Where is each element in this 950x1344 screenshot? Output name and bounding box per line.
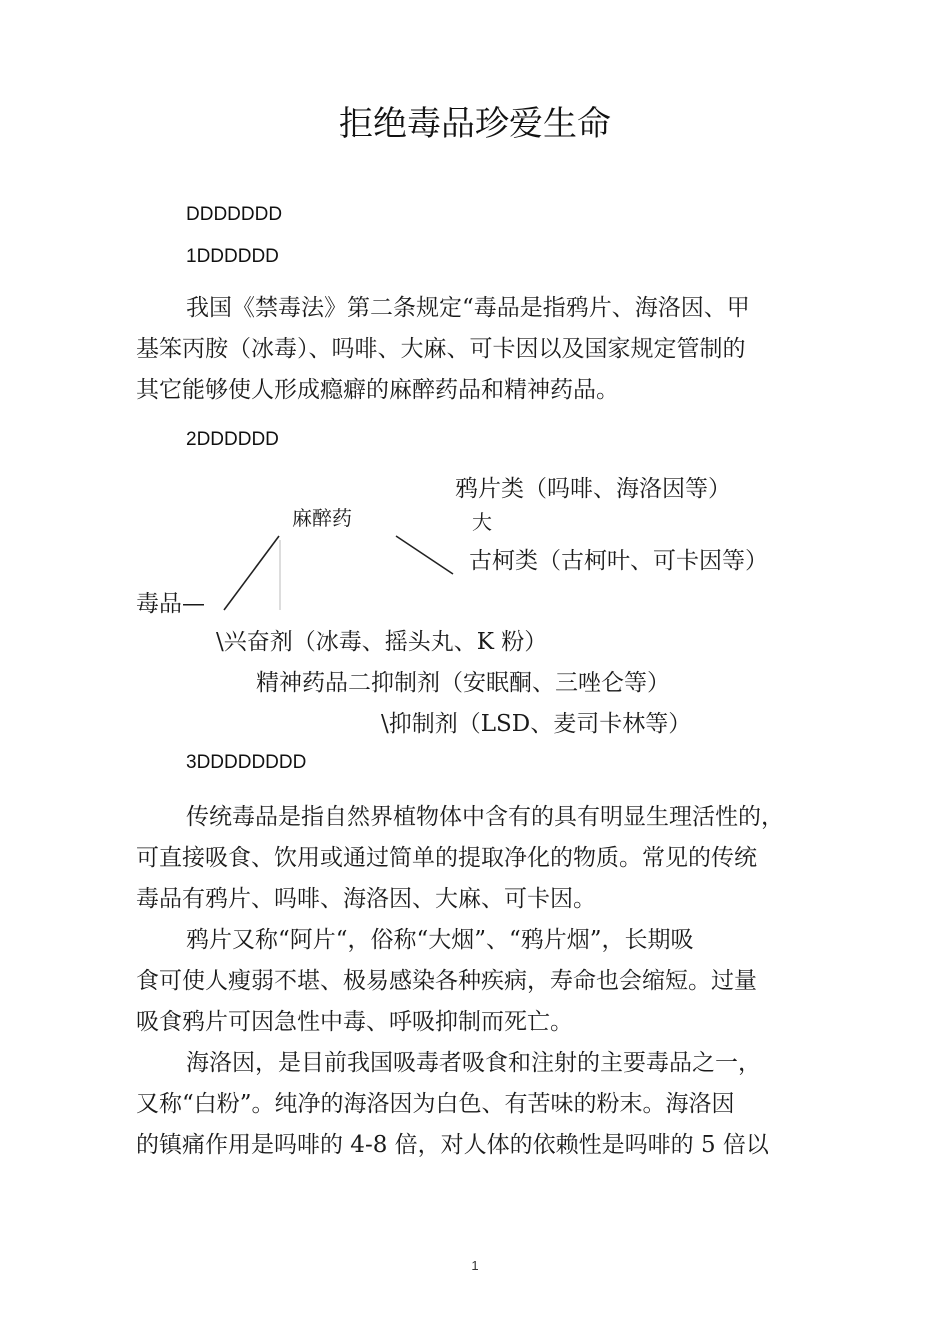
paragraph-line: 其它能够使人形成瘾癖的麻醉药品和精神药品。: [136, 377, 619, 403]
paragraph-line: 可直接吸食、饮用或通过简单的提取净化的物质。常见的传统: [136, 845, 757, 871]
diagram-drugs-root: 毒品—: [136, 591, 205, 617]
section-heading-0: DDDDDDD: [186, 204, 283, 225]
paragraph-line: 鸦片又称“阿片“，俗称“大烟”、“鸦片烟”，长期吸: [186, 927, 694, 953]
paragraph-opium: [136, 920, 836, 1043]
diagram-anesthetic-label: 麻醉药: [292, 506, 352, 530]
paragraph-heroin: [136, 1043, 836, 1166]
paragraph-line: 基笨丙胺（冰毒）、吗啡、大麻、可卡因以及国家规定管制的: [136, 336, 746, 362]
paragraph-traditional-drugs: [136, 797, 836, 920]
diagram-cannabis-class: 大: [472, 510, 492, 534]
paragraph-line: 的镇痛作用是吗啡的 4-8 倍，对人体的依赖性是吗啡的 5 倍以: [136, 1132, 769, 1158]
section-heading-1: 1DDDDDD: [186, 246, 279, 267]
section-heading-3: 3DDDDDDDD: [186, 752, 307, 773]
diagram-coca-class: 古柯类（古柯叶、可卡因等）: [469, 548, 768, 574]
diagram-stimulant-class: \兴奋剂（冰毒、摇头丸、K 粉）: [216, 629, 548, 655]
diagram-psychotropic-label: 精神药品二抑制剂（安眠酮、三唑仑等）: [256, 670, 670, 696]
paragraph-line: 吸食鸦片可因急性中毒、呼吸抑制而死亡。: [136, 1009, 573, 1035]
paragraph-line: 海洛因，是目前我国吸毒者吸食和注射的主要毒品之一，: [186, 1050, 761, 1076]
page-title: 拒绝毒品珍爱生命: [339, 104, 611, 144]
diagram-opium-class: 鸦片类（吗啡、海洛因等）: [455, 476, 731, 502]
diagram-depressant-class: \抑制剂（LSD、麦司卡林等）: [381, 711, 692, 737]
paragraph-line: 又称“白粉”。纯净的海洛因为白色、有苦味的粉末。海洛因: [136, 1091, 735, 1117]
paragraph-line: 传统毒品是指自然界植物体中含有的具有明显生理活性的，: [186, 804, 784, 830]
paragraph-line: 毒品有鸦片、吗啡、海洛因、大麻、可卡因。: [136, 886, 596, 912]
paragraph-line: 食可使人瘦弱不堪、极易感染各种疾病，寿命也会缩短。过量: [136, 968, 757, 994]
section-heading-2: 2DDDDDD: [186, 429, 279, 450]
paragraph-line: 我国《禁毒法》第二条规定“毒品是指鸦片、海洛因、甲: [186, 295, 750, 321]
page-number: 1: [471, 1258, 479, 1273]
